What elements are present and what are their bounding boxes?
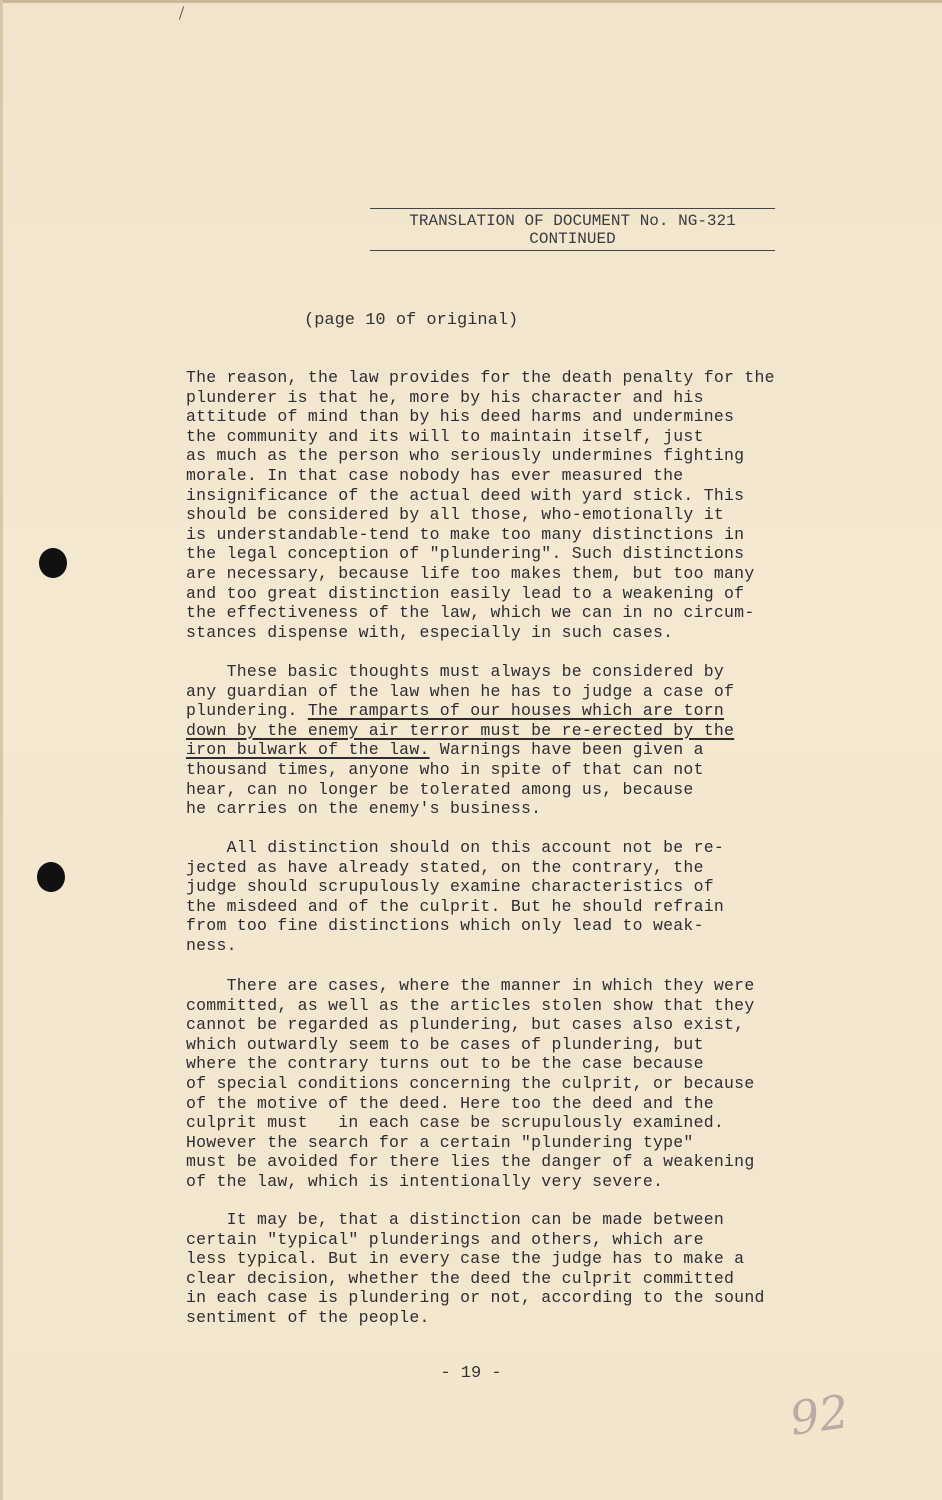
- paragraph-1: The reason, the law provides for the death penalty for the plunderer is that he, more by his character and his attitude of mind than by his deed harms and undermines the community and its will to maintain itself, just as much as the person who seriously undermines fighting morale. In that case nobody has ever measured the insignificance of the actual deed with yard stick. This should be considered by all those, who-emotionally it is understandable-tend to make too many distinctions in the legal conception of "plundering". Such distinctions are necessary, because life too makes them, but too many and too great distinction easily lead to a weakening of the effectiveness of the law, which we can in no circum- stances dispense with, especially in such cases.: [186, 368, 775, 642]
- pencil-mark: [179, 6, 184, 20]
- paragraph-3: All distinction should on this account not be re- jected as have already stated, on the contrary, the judge should scrupulously examine characteristics of the misdeed and of the culprit. But he should refrain from too fine distinctions which only lead to weak- ness.: [186, 838, 725, 955]
- underlined-passage: The ramparts of our houses which are torn down by the enemy air terror must be re-erected by the iron bulwark of the law.: [186, 701, 735, 760]
- punch-hole-icon: [39, 548, 67, 578]
- page-reference: (page 10 of original): [304, 311, 519, 330]
- paragraph-2: [186, 662, 734, 819]
- page-left-edge: [0, 0, 3, 1500]
- paragraph-5: It may be, that a distinction can be made between certain "typical" plunderings and others, which are less typical. But in every case the judge has to make a clear decision, whether the deed the culprit committed in each case is plundering or not, according to the sound sentiment of the people.: [186, 1210, 765, 1327]
- paragraph-2-text: These basic thoughts must always be considered by any guardian of the law when he has to judge a case of plundering.: [186, 662, 735, 721]
- paragraph-2-rest: Warnings have been given a thousand times, anyone who in spite of that can not hear, can no longer be tolerated among us, because he carries on the enemy's business.: [186, 740, 704, 819]
- handwritten-page-number: 92: [786, 1384, 853, 1446]
- header-title: TRANSLATION OF DOCUMENT No. NG-321: [370, 208, 775, 230]
- page-number: - 19 -: [440, 1364, 502, 1383]
- header-continued: CONTINUED: [370, 230, 775, 251]
- document-header: [370, 208, 775, 251]
- paragraph-4: There are cases, where the manner in which they were committed, as well as the articles stolen show that they cannot be regarded as plundering, but cases also exist, which outwardly seem to be cases of plundering, but where the contrary turns out to be the case because of special conditions concerning the culprit, or because of the motive of the deed. Here too the deed and the culprit must in each case be scrupulously examined. However the search for a certain "plundering type" must be avoided for there lies the danger of a weakening of the law, which is intentionally very severe.: [186, 976, 755, 1191]
- page-top-edge: [0, 0, 942, 3]
- punch-hole-icon: [37, 862, 65, 892]
